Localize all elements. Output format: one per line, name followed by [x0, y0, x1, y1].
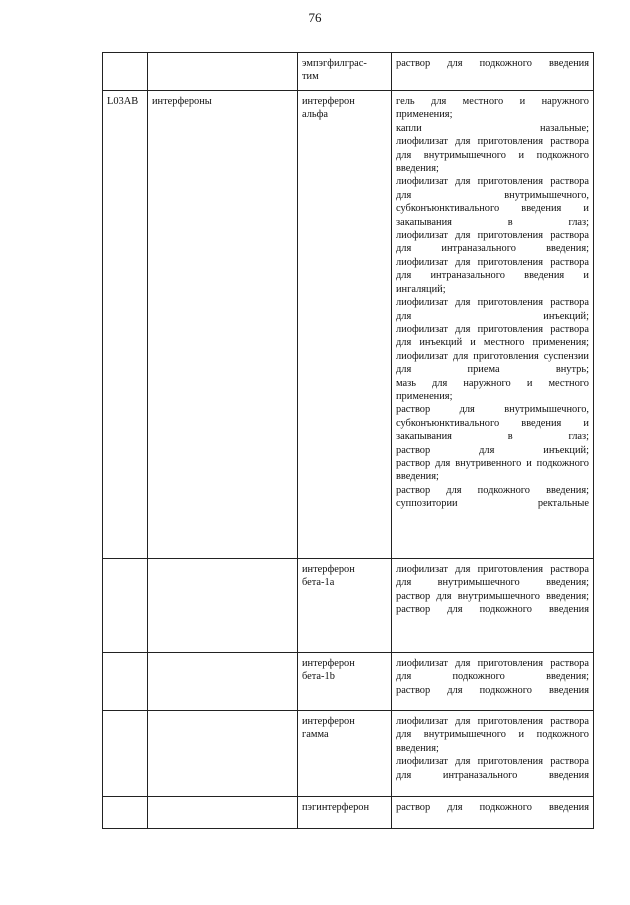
dosage-form: лиофилизат для приготовления раствора для интраназального введения и ингаляций; — [396, 256, 589, 295]
dosage-form: раствор для внутримышечного введения; — [396, 590, 589, 602]
drug-name-cell — [298, 53, 392, 91]
dosage-form: раствор для подкожного введения — [396, 604, 589, 616]
dosage-form: лиофилизат для приготовления раствора для внутримышечного введения; — [396, 564, 589, 589]
dosage-forms-cell — [392, 797, 594, 829]
code-cell — [103, 711, 148, 797]
dosage-form: капли назальные; — [396, 122, 589, 134]
dosage-form: лиофилизат для приготовления раствора для внутримышечного и подкожного введения; — [396, 136, 589, 175]
table-row — [103, 559, 594, 653]
dosage-form: раствор для подкожного введения — [396, 802, 589, 813]
group-cell — [148, 559, 298, 653]
code-text: L03AB — [107, 96, 139, 107]
dosage-form: лиофилизат для приготовления раствора для интраназального введения; — [396, 230, 589, 255]
table-row — [103, 653, 594, 711]
drug-name-text: интерферон бета-1b — [302, 658, 355, 683]
dosage-form: раствор для подкожного введения; — [396, 484, 589, 496]
dosage-form: лиофилизат для приготовления раствора для инъекций и местного применения; — [396, 323, 589, 349]
dosage-forms-cell — [392, 653, 594, 711]
drug-name-cell — [298, 559, 392, 653]
drug-name-text: интерферон альфа — [302, 96, 355, 121]
table-row — [103, 91, 594, 559]
drug-name-text: интерферон бета-1a — [302, 564, 355, 589]
drug-name-cell — [298, 91, 392, 559]
dosage-form: лиофилизат для приготовления раствора для внутримышечного и подкожного введения; — [396, 716, 589, 754]
group-cell — [148, 653, 298, 711]
drug-name-cell — [298, 711, 392, 797]
dosage-forms-cell — [392, 91, 594, 559]
code-cell — [103, 653, 148, 711]
dosage-form: лиофилизат для приготовления раствора для внутримышечного, субконъюнктивального введения и закапывания в глаз; — [396, 176, 589, 228]
dosage-form: раствор для инъекций; — [396, 444, 589, 456]
dosage-form: лиофилизат для приготовления раствора для интраназального введения — [396, 756, 589, 781]
dosage-forms-cell — [392, 711, 594, 797]
dosage-form: раствор для подкожного введения — [396, 58, 589, 69]
dosage-form: мазь для наружного и местного применения; — [396, 377, 589, 402]
group-text: интерфероны — [152, 96, 212, 107]
dosage-form: раствор для внутримышечного, субконъюнктивального введения и закапывания в глаз; — [396, 404, 589, 443]
group-cell — [148, 91, 298, 559]
group-cell — [148, 797, 298, 829]
page-number: 76 — [308, 10, 322, 25]
drug-name-cell — [298, 653, 392, 711]
table-row — [103, 797, 594, 829]
table-row — [103, 53, 594, 91]
dosage-form: лиофилизат для приготовления раствора для инъекций; — [396, 297, 589, 322]
dosage-form: лиофилизат для приготовления суспензии для приема внутрь; — [396, 350, 589, 376]
drug-name-cell — [298, 797, 392, 829]
dosage-forms-cell — [392, 53, 594, 91]
medication-table — [102, 52, 594, 829]
drug-name-text: интерферон гамма — [302, 716, 355, 741]
dosage-form: раствор для внутривенного и подкожного введения; — [396, 457, 589, 483]
group-cell — [148, 711, 298, 797]
dosage-forms-cell — [392, 559, 594, 653]
code-cell — [103, 91, 148, 559]
dosage-form: гель для местного и наружного применения; — [396, 96, 589, 121]
drug-name-text: эмпэгфилграс- тим — [302, 58, 367, 83]
code-cell — [103, 53, 148, 91]
dosage-form: раствор для подкожного введения — [396, 684, 589, 696]
dosage-form: лиофилизат для приготовления раствора для подкожного введения; — [396, 658, 589, 683]
table-row — [103, 711, 594, 797]
dosage-form: суппозитории ректальные — [396, 498, 589, 510]
group-cell — [148, 53, 298, 91]
code-cell — [103, 559, 148, 653]
drug-name-text: пэгинтерферон — [302, 802, 370, 813]
code-cell — [103, 797, 148, 829]
